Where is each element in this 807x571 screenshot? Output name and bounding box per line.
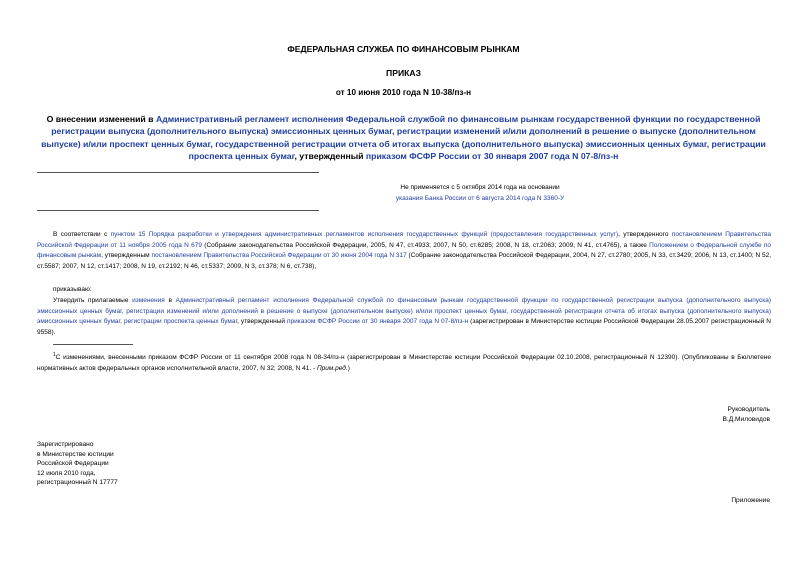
- agency-name: ФЕДЕРАЛЬНАЯ СЛУЖБА ПО ФИНАНСОВЫМ РЫНКАМ: [287, 44, 520, 54]
- registration-line: в Министерстве юстиции: [37, 450, 114, 458]
- signature-name: В.Д.Миловидов: [722, 415, 770, 423]
- order-text-4: (зарегистрирован в Министерстве юстиции Российской Федерации 28.05.2007 регистрационный N 9558).: [37, 318, 771, 336]
- order-link-regulation[interactable]: Административный регламент исполнения Федеральной службой по финансовым рынкам государственной функции по государственной регистрации выпуска (дополнительного выпуска) эмиссионных ценных бумаг, регистрации изменений и/или дополнений в решение о выпуске (дополнительном выпуске) и/или проспект ценных бумаг, государственной регистрации отчета об итогах выпуска (дополнительного выпуска) эмиссионных ценных бумаг, регистрации проспекта ценных бумаг: [37, 297, 771, 326]
- appendix-label: Приложение: [731, 497, 770, 504]
- preamble-text-1: В соответствии с: [53, 231, 111, 238]
- status-note-link[interactable]: указания Банка России от 6 августа 2014 года N 3360-У: [395, 195, 565, 202]
- document-type: ПРИКАЗ: [386, 68, 421, 78]
- preamble-link-regulation-fsfm[interactable]: Положением о Федеральной службе по финансовым рынкам: [37, 241, 771, 260]
- footnote-text: С изменениями, внесенными приказом ФСФР России от 11 сентября 2008 года N 08-34/пз-н (зарегистрирован в Министерстве юстиции Российской Федерации 02.10.2008, регистрационный N 12390). (Опубликованы в Бюллетене нормативных актов федеральных органов исполнительной власти, 2007, N 32; 2008, N 41. -: [37, 354, 771, 372]
- preamble-text-3: (Собрание законодательства Российской Федерации, 2005, N 47, ст.4933; 2007, N 50, ст.6285; 2008, N 18, ст.2063; 2009, N 41, ст.4765), а также: [202, 241, 650, 249]
- document-title: [36, 113, 771, 163]
- order-link-changes[interactable]: изменения: [132, 297, 165, 304]
- order-text-1: Утвердить прилагаемые: [53, 297, 133, 304]
- title-prefix: О внесении изменений в: [46, 114, 156, 124]
- order-word: приказываю:: [53, 286, 92, 293]
- order-paragraph: [37, 296, 771, 338]
- preamble-text-4: , утвержденным: [101, 252, 152, 260]
- divider-top: [37, 172, 319, 173]
- preamble-text-5: (Собрание законодательства Российской Федерации, 2004, N 27, ст.2780; 2005, N 33, ст.3429; 2006, N 13, ст.1400; N 52, ст.5587; 2007, N 12, ст.1417; 2008, N 19, ст.2192; N 46, ст.5337; 2009, N 3, ст.378; N 6, ст.738),: [37, 252, 771, 270]
- signature-block: [723, 405, 771, 424]
- footnote-end: ): [347, 364, 350, 372]
- footnote: [37, 350, 771, 374]
- footnote-mark: 1: [53, 352, 56, 358]
- footnote-divider: [53, 344, 133, 345]
- registration-line: регистрационный N 17777: [37, 479, 118, 487]
- status-note-line: Не применяется с 5 октября 2014 года на основании: [400, 184, 560, 191]
- order-link-fsfm-order[interactable]: приказом ФСФР России от 30 января 2007 года N 07-8/пз-н: [287, 318, 469, 326]
- status-note: [160, 182, 800, 204]
- title-link-regulation[interactable]: Административный регламент исполнения Федеральной службой по финансовым рынкам государственной функции по государственной регистрации выпуска (дополнительного выпуска) эмиссионных ценных бумаг, регистрации изменений и/или дополнений в решение о выпуске (дополнительном выпуске) и/или проспект ценных бумаг, государственной регистрации отчета об итогах выпуска (дополнительного выпуска) эмиссионных ценных бумаг, регистрации проспекта ценных бумаг: [41, 114, 766, 162]
- preamble-text-2: , утвержденного: [618, 231, 672, 238]
- preamble-link-decree-679[interactable]: постановлением Правительства Российской Федерации от 11 ноября 2005 года N 679: [37, 231, 771, 249]
- signature-position: Руководитель: [727, 406, 770, 413]
- preamble-link-decree-317[interactable]: постановлением Правительства Российской Федерации от 30 июня 2004 года N 317: [151, 252, 407, 260]
- order-text-3: , утвержденный: [237, 318, 288, 326]
- registration-block: [37, 440, 118, 488]
- divider-bottom: [37, 210, 319, 211]
- registration-line: Российской Федерации: [37, 460, 109, 468]
- title-link-order[interactable]: приказом ФСФР России от 30 января 2007 года N 07-8/пз-н: [365, 151, 619, 162]
- registration-line: 12 июля 2010 года,: [37, 469, 96, 477]
- preamble-link-procedure[interactable]: пунктом 15 Порядка разработки и утверждения административных регламентов исполнения государственных функций (предоставления государственных услуг): [110, 231, 619, 238]
- order-text-2: в: [164, 297, 176, 304]
- footnote-editor-note: Прим.ред.: [316, 364, 348, 372]
- preamble-paragraph: [37, 230, 771, 272]
- registration-line: Зарегистрировано: [37, 441, 94, 448]
- document-date-number: от 10 июня 2010 года N 10-38/пз-н: [335, 88, 472, 97]
- title-mid: , утвержденный: [294, 151, 366, 162]
